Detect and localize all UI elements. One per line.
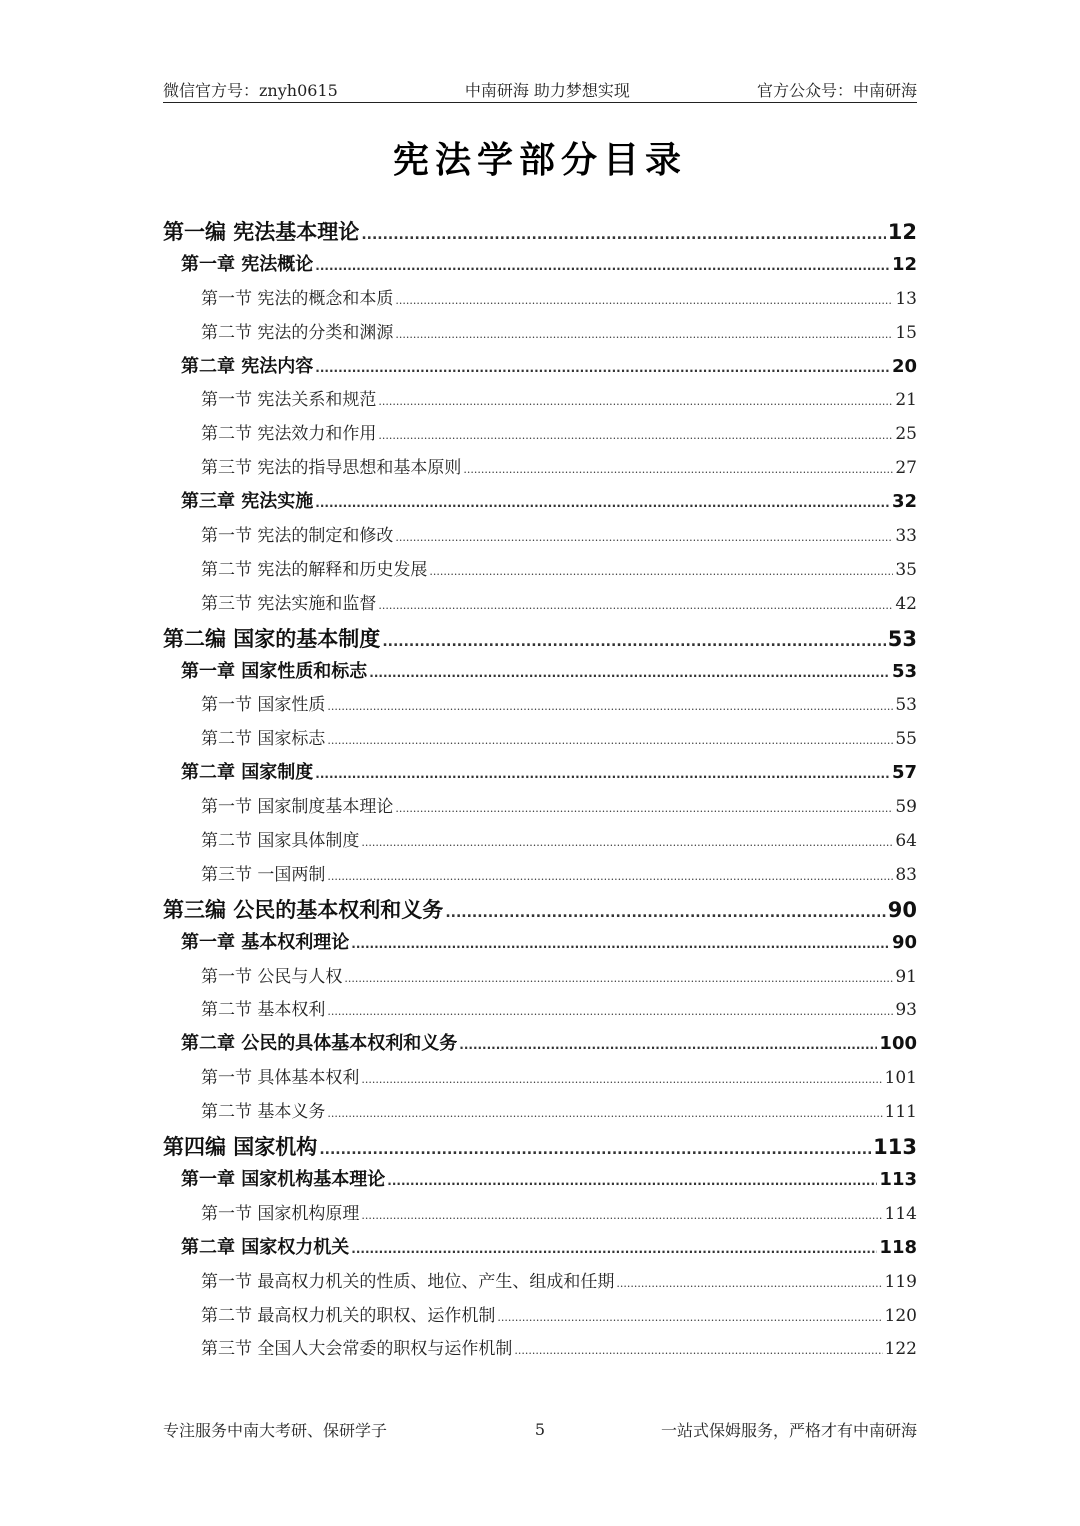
toc-section-entry[interactable]	[163, 385, 917, 419]
toc-section-entry[interactable]	[163, 860, 917, 894]
toc-dot-leader	[369, 666, 890, 680]
toc-entry-title: 第二节 基本义务	[201, 1102, 326, 1123]
table-of-contents	[163, 216, 917, 1368]
page-number: 5	[534, 1420, 546, 1439]
toc-chapter-entry[interactable]	[163, 1165, 917, 1199]
toc-entry-title: 第二节 国家具体制度	[201, 831, 360, 852]
toc-dot-leader	[319, 1142, 871, 1158]
page-header	[163, 78, 917, 103]
toc-section-entry[interactable]	[163, 1063, 917, 1097]
toc-dot-leader	[387, 1174, 877, 1188]
toc-chapter-entry[interactable]	[163, 352, 917, 386]
toc-entry-title: 第一编 宪法基本理论	[163, 220, 360, 244]
toc-entry-title: 第一节 国家性质	[201, 695, 326, 716]
toc-entry-title: 第三章 宪法实施	[181, 491, 314, 513]
toc-entry-title: 第一节 国家机构原理	[201, 1203, 360, 1224]
toc-entry-page: 120	[884, 1305, 917, 1326]
toc-entry-title: 第二章 国家权力机关	[181, 1236, 350, 1258]
toc-section-entry[interactable]	[163, 318, 917, 352]
toc-dot-leader	[327, 1107, 882, 1120]
toc-entry-title: 第二章 国家制度	[181, 762, 314, 784]
toc-chapter-entry[interactable]	[163, 1029, 917, 1063]
toc-section-entry[interactable]	[163, 589, 917, 623]
toc-dot-leader	[344, 972, 893, 985]
toc-dot-leader	[445, 905, 885, 921]
toc-entry-page: 13	[895, 288, 917, 309]
toc-entry-page: 21	[895, 390, 917, 411]
toc-entry-page: 57	[891, 762, 917, 784]
toc-entry-page: 15	[895, 322, 917, 343]
toc-section-entry[interactable]	[163, 792, 917, 826]
toc-entry-page: 118	[879, 1236, 917, 1258]
toc-entry-page: 93	[895, 1000, 917, 1021]
toc-entry-title: 第一节 宪法的概念和本质	[201, 288, 394, 309]
toc-entry-title: 第一章 宪法概论	[181, 253, 314, 275]
toc-entry-title: 第三节 宪法实施和监督	[201, 593, 377, 614]
toc-entry-title: 第四编 国家机构	[163, 1135, 318, 1160]
toc-entry-title: 第二章 宪法内容	[181, 355, 314, 377]
toc-entry-title: 第三编 公民的基本权利和义务	[163, 897, 444, 922]
toc-dot-leader	[395, 328, 893, 341]
toc-part-entry[interactable]	[163, 894, 917, 928]
toc-entry-page: 53	[891, 660, 917, 682]
toc-entry-page: 12	[887, 220, 917, 244]
toc-section-entry[interactable]	[163, 1334, 917, 1368]
toc-section-entry[interactable]	[163, 453, 917, 487]
toc-part-entry[interactable]	[163, 216, 917, 250]
toc-entry-page: 122	[884, 1339, 917, 1360]
page-title: 宪法学部分目录	[392, 139, 687, 181]
toc-entry-page: 25	[895, 424, 917, 445]
toc-entry-title: 第一章 基本权利理论	[181, 931, 350, 953]
toc-entry-page: 12	[891, 253, 917, 275]
header-slogan: 中南研海 助力梦想实现	[464, 80, 630, 100]
toc-entry-title: 第一节 宪法关系和规范	[201, 390, 377, 411]
toc-entry-title: 第二节 最高权力机关的职权、运作机制	[201, 1305, 496, 1326]
toc-section-entry[interactable]	[163, 419, 917, 453]
toc-chapter-entry[interactable]	[163, 758, 917, 792]
toc-entry-title: 第二节 宪法的分类和渊源	[201, 322, 394, 343]
toc-dot-leader	[315, 259, 890, 273]
toc-entry-page: 111	[884, 1102, 917, 1123]
toc-dot-leader	[395, 802, 893, 815]
toc-entry-page: 114	[884, 1203, 917, 1224]
toc-entry-title: 第二章 公民的具体基本权利和义务	[181, 1033, 458, 1055]
toc-entry-title: 第一节 公民与人权	[201, 966, 343, 987]
toc-entry-page: 53	[895, 695, 917, 716]
toc-entry-title: 第一节 最高权力机关的性质、地位、产生、组成和任期	[201, 1271, 615, 1292]
toc-entry-title: 第三节 一国两制	[201, 864, 326, 885]
toc-section-entry[interactable]	[163, 1301, 917, 1335]
toc-entry-page: 59	[895, 797, 917, 818]
toc-dot-leader	[315, 361, 890, 375]
toc-entry-title: 第一节 国家制度基本理论	[201, 797, 394, 818]
toc-section-entry[interactable]	[163, 555, 917, 589]
toc-dot-leader	[327, 700, 893, 713]
toc-entry-page: 32	[891, 491, 917, 513]
toc-dot-leader	[361, 836, 893, 849]
toc-entry-page: 35	[895, 559, 917, 580]
toc-dot-leader	[361, 1073, 882, 1086]
toc-section-entry[interactable]	[163, 690, 917, 724]
toc-part-entry[interactable]	[163, 1131, 917, 1165]
toc-entry-title: 第三节 宪法的指导思想和基本原则	[201, 458, 462, 479]
toc-entry-page: 101	[884, 1068, 917, 1089]
toc-entry-page: 27	[895, 458, 917, 479]
toc-dot-leader	[514, 1344, 882, 1357]
toc-dot-leader	[327, 734, 893, 747]
toc-entry-title: 第一节 具体基本权利	[201, 1068, 360, 1089]
toc-dot-leader	[351, 937, 890, 951]
toc-chapter-entry[interactable]	[163, 1233, 917, 1267]
page-footer	[163, 1418, 917, 1441]
toc-entry-page: 90	[887, 897, 917, 922]
toc-entry-page: 91	[895, 966, 917, 987]
toc-dot-leader	[395, 531, 893, 544]
toc-part-entry[interactable]	[163, 623, 917, 657]
toc-entry-title: 第二节 国家标志	[201, 729, 326, 750]
toc-dot-leader	[395, 294, 893, 307]
toc-section-entry[interactable]	[163, 1267, 917, 1301]
toc-entry-title: 第二节 基本权利	[201, 1000, 326, 1021]
toc-chapter-entry[interactable]	[163, 657, 917, 691]
toc-dot-leader	[378, 599, 893, 612]
toc-section-entry[interactable]	[163, 724, 917, 758]
toc-dot-leader	[459, 1038, 877, 1052]
toc-entry-page: 119	[884, 1271, 917, 1292]
toc-entry-title: 第二节 宪法效力和作用	[201, 424, 377, 445]
footer-left-text: 专注服务中南大考研、保研学子	[163, 1421, 388, 1440]
toc-dot-leader	[327, 1005, 893, 1018]
toc-entry-page: 100	[879, 1033, 917, 1055]
toc-dot-leader	[616, 1277, 882, 1290]
toc-entry-page: 33	[895, 526, 917, 547]
toc-dot-leader	[463, 463, 893, 476]
toc-entry-title: 第一章 国家机构基本理论	[181, 1168, 386, 1190]
toc-section-entry[interactable]	[163, 1199, 917, 1233]
toc-dot-leader	[361, 1209, 882, 1222]
toc-section-entry[interactable]	[163, 995, 917, 1029]
header-official-account: 官方公众号：中南研海	[756, 80, 917, 100]
toc-chapter-entry[interactable]	[163, 487, 917, 521]
footer-right-text: 一站式保姆服务，严格才有中南研海	[660, 1421, 917, 1440]
toc-entry-title: 第一章 国家性质和标志	[181, 660, 368, 682]
toc-entry-page: 113	[873, 1135, 917, 1160]
toc-entry-page: 83	[895, 864, 917, 885]
toc-section-entry[interactable]	[163, 962, 917, 996]
toc-dot-leader	[382, 634, 885, 650]
toc-chapter-entry[interactable]	[163, 250, 917, 284]
toc-entry-page: 113	[879, 1168, 917, 1190]
toc-dot-leader	[378, 429, 893, 442]
toc-section-entry[interactable]	[163, 521, 917, 555]
toc-entry-page: 53	[887, 626, 917, 651]
toc-entry-page: 64	[895, 831, 917, 852]
toc-dot-leader	[378, 395, 893, 408]
toc-entry-title: 第二节 宪法的解释和历史发展	[201, 559, 428, 580]
toc-entry-page: 20	[891, 355, 917, 377]
toc-dot-leader	[361, 227, 885, 243]
toc-dot-leader	[315, 767, 890, 781]
toc-chapter-entry[interactable]	[163, 928, 917, 962]
toc-dot-leader	[497, 1311, 882, 1324]
toc-section-entry[interactable]	[163, 284, 917, 318]
toc-entry-page: 42	[895, 593, 917, 614]
toc-dot-leader	[429, 565, 893, 578]
toc-entry-title: 第三节 全国人大会常委的职权与运作机制	[201, 1339, 513, 1360]
toc-dot-leader	[315, 496, 890, 510]
toc-entry-title: 第一节 宪法的制定和修改	[201, 526, 394, 547]
toc-entry-page: 90	[891, 931, 917, 953]
toc-entry-page: 55	[895, 729, 917, 750]
toc-section-entry[interactable]	[163, 1097, 917, 1131]
toc-dot-leader	[327, 870, 893, 883]
toc-dot-leader	[351, 1242, 877, 1256]
header-wechat-id: 微信官方号：znyh0615	[163, 80, 338, 100]
toc-section-entry[interactable]	[163, 826, 917, 860]
toc-entry-title: 第二编 国家的基本制度	[163, 626, 381, 651]
